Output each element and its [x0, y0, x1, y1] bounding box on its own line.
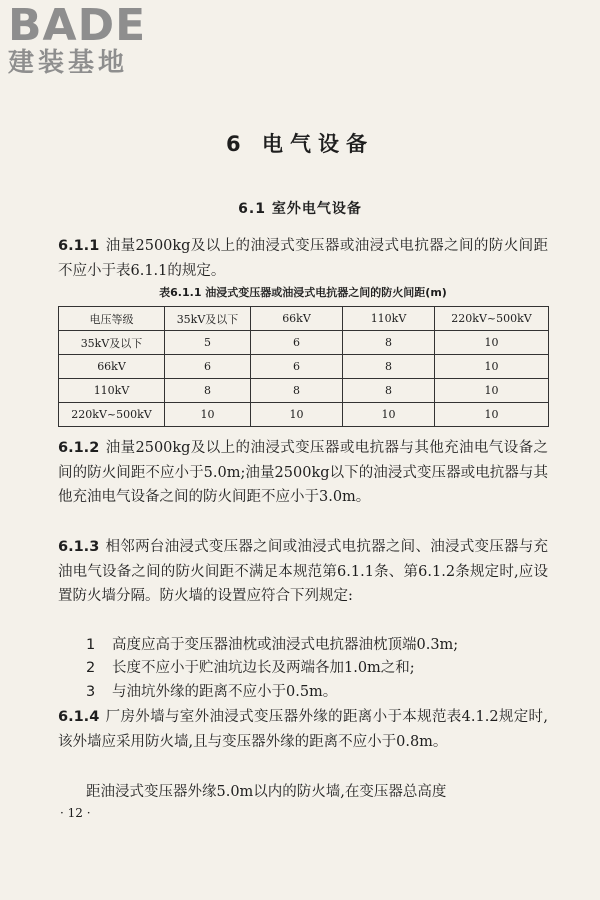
list-item-text: 与油坑外缘的距离不应小于0.5m。 — [112, 684, 338, 700]
fire-spacing-table — [58, 306, 549, 427]
header-cell: 电压等级 — [59, 307, 165, 331]
table-row — [59, 403, 549, 427]
table-cell: 10 — [435, 355, 549, 379]
table-cell: 8 — [251, 379, 343, 403]
clause-text: 油量2500kg及以上的油浸式变压器或电抗器与其他充油电气设备之间的防火间距不应小于5.0m;油量2500kg以下的油浸式变压器或电抗器与其他充油电气设备之间的防火间距不应小于3.0m。 — [58, 440, 548, 505]
table-cell: 6 — [165, 355, 251, 379]
table-cell: 220kV~500kV — [59, 403, 165, 427]
table-cell: 8 — [165, 379, 251, 403]
table-cell: 10 — [251, 403, 343, 427]
list-item-number: 1 — [86, 637, 96, 653]
table-cell: 6 — [251, 355, 343, 379]
table-cell: 10 — [435, 379, 549, 403]
clause-6-1-2 — [58, 436, 548, 510]
list-item-text: 高度应高于变压器油枕或油浸式电抗器油枕顶端0.3m; — [112, 637, 459, 653]
table-cell: 10 — [435, 403, 549, 427]
clause-6-1-4 — [58, 705, 548, 754]
list-item-number: 2 — [86, 660, 96, 676]
list-item-text: 长度不应小于贮油坑边长及两端各加1.0m之和; — [112, 660, 415, 676]
table-header-row — [59, 307, 549, 331]
table-cell: 8 — [343, 379, 435, 403]
table-cell: 5 — [165, 331, 251, 355]
table-cell: 6 — [251, 331, 343, 355]
logo-subtitle: 建装基地 — [8, 48, 129, 78]
table-cell: 10 — [165, 403, 251, 427]
list-item — [86, 680, 546, 704]
table-cell: 35kV及以下 — [59, 331, 165, 355]
clause-number: 6.1.1 — [58, 238, 100, 254]
table-cell: 8 — [343, 355, 435, 379]
header-cell: 110kV — [343, 307, 435, 331]
table-cell: 10 — [343, 403, 435, 427]
logo-mark: BADE — [8, 0, 147, 51]
list-item-number: 3 — [86, 684, 96, 700]
clause-number: 6.1.4 — [58, 709, 100, 725]
table-row — [59, 331, 549, 355]
table-row — [59, 355, 549, 379]
clause-6-1-3 — [58, 535, 548, 609]
clause-number: 6.1.3 — [58, 539, 100, 555]
list-item — [86, 633, 546, 657]
clause-text: 厂房外墙与室外油浸式变压器外缘的距离小于本规范表4.1.2规定时,该外墙应采用防火墙,且与变压器外缘的距离不应小于0.8m。 — [58, 709, 548, 750]
page-number: · 12 · — [60, 806, 91, 820]
table-row — [59, 379, 549, 403]
brand-logo — [8, 0, 180, 78]
clause-text: 油量2500kg及以上的油浸式变压器或油浸式电抗器之间的防火间距不应小于表6.1.1的规定。 — [58, 238, 548, 279]
list-item — [86, 656, 546, 680]
clause-number: 6.1.2 — [58, 440, 100, 456]
section-title: 6.1 室外电气设备 — [238, 201, 362, 217]
clause-6-1-1 — [58, 234, 548, 283]
table-caption: 表6.1.1 油浸式变压器或油浸式电抗器之间的防火间距(m) — [159, 286, 447, 299]
table-cell: 8 — [343, 331, 435, 355]
header-cell: 66kV — [251, 307, 343, 331]
continuation-paragraph: 距油浸式变压器外缘5.0m以内的防火墙,在变压器总高度 — [86, 784, 447, 800]
chapter-title: 6 电气设备 — [226, 132, 374, 156]
header-cell: 35kV及以下 — [165, 307, 251, 331]
table-cell: 10 — [435, 331, 549, 355]
clause-text: 相邻两台油浸式变压器之间或油浸式电抗器之间、油浸式变压器与充油电气设备之间的防火间距不满足本规范第6.1.1条、第6.1.2条规定时,应设置防火墙分隔。防火墙的设置应符合下列规定: — [58, 539, 548, 604]
table-cell: 110kV — [59, 379, 165, 403]
header-cell: 220kV~500kV — [435, 307, 549, 331]
table-cell: 66kV — [59, 355, 165, 379]
